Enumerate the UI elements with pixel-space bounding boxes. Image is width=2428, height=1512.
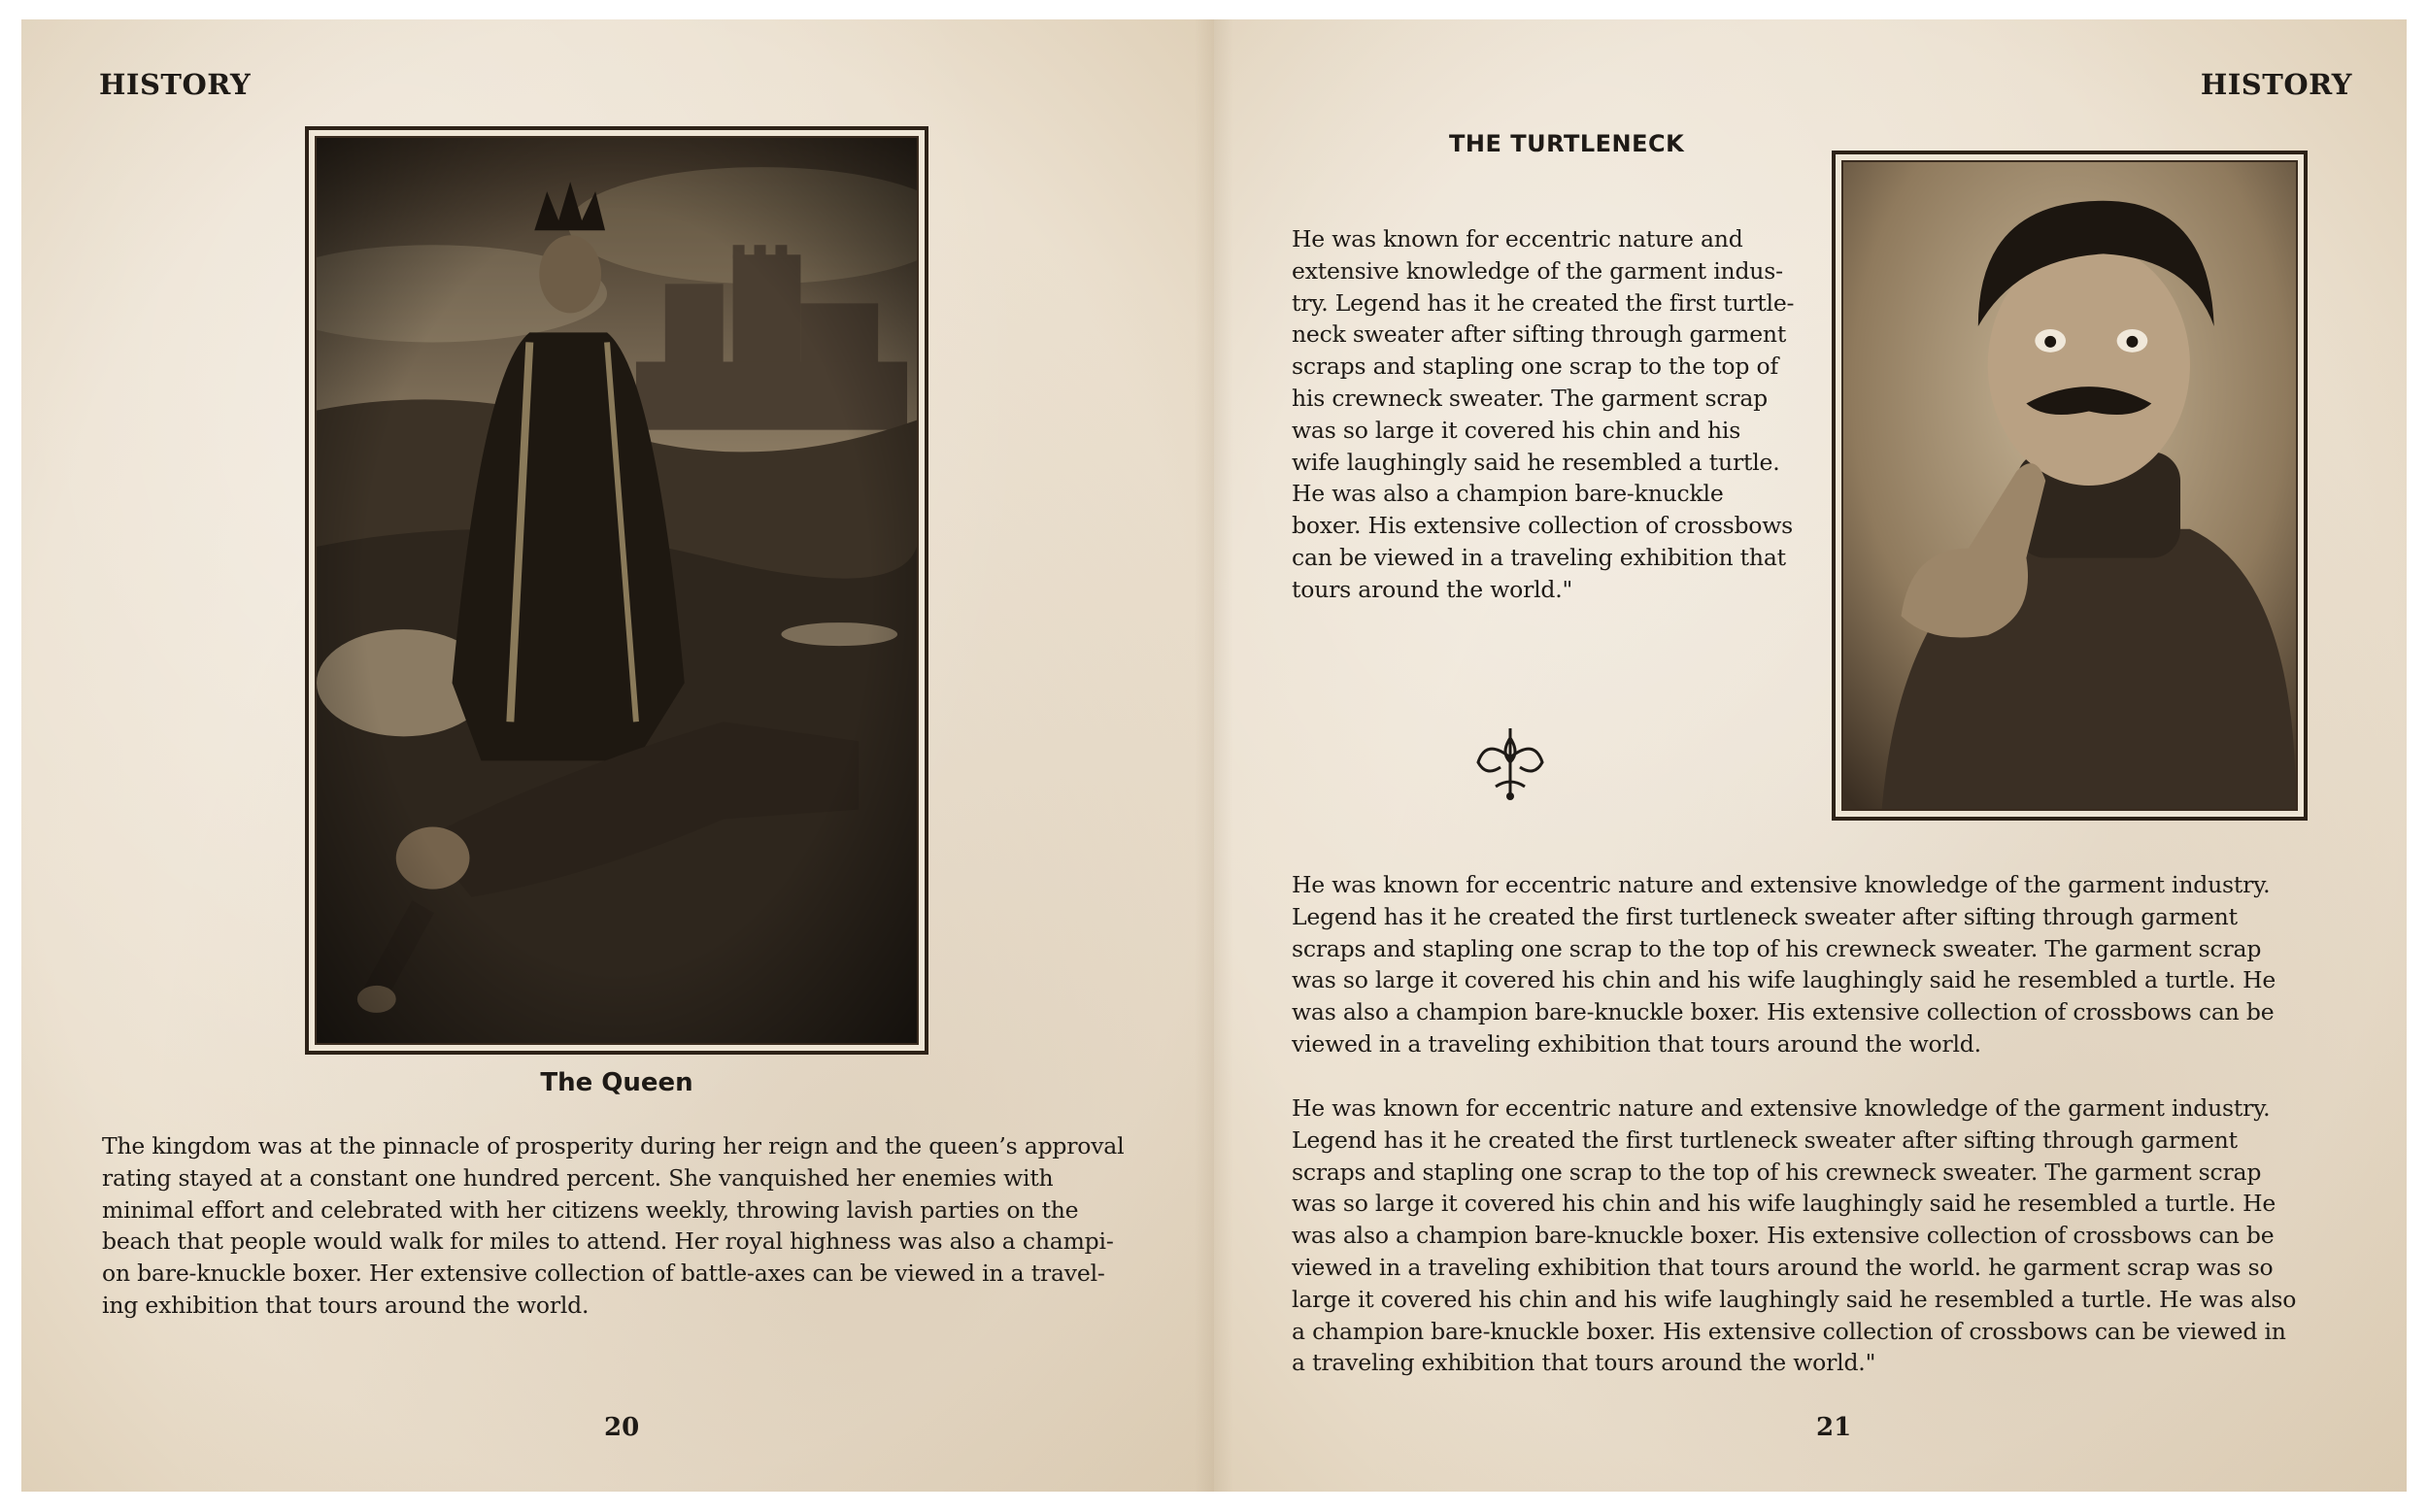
turtleneck-photo-frame	[1832, 151, 2308, 821]
running-head-right: HISTORY	[2200, 68, 2352, 101]
section-title: THE TURTLENECK	[1449, 130, 1685, 157]
page-number-right: 21	[1816, 1413, 1852, 1442]
book-gutter	[1195, 19, 1233, 1492]
fleur-ornament-icon	[1467, 719, 1554, 806]
running-head-left: HISTORY	[99, 68, 252, 101]
book-spread	[21, 19, 2407, 1492]
turtleneck-paragraph-2: He was known for eccentric nature and extensive knowledge of the garment industry. Legend has it he created the first turtleneck sweater after sifting through garment scraps and stapling one scrap to the top of his crewneck sweater. The garment scrap was so large it covered his chin and his wife laughingly said he resembled a turtle. He was also a champion bare-knuckle boxer. His extensive collection of crossbows can be viewed in a traveling exhibition that tours around the world. he garment scrap was so large it covered his chin and his wife laughingly said he resembled a turtle. He was also a champion bare-knuckle boxer. His extensive collection of crossbows can be viewed in a traveling exhibition that tours around the world."	[1292, 1094, 2297, 1377]
page-number-left: 20	[604, 1413, 640, 1442]
queen-photo	[317, 138, 917, 1043]
turtleneck-photo	[1843, 162, 2296, 809]
left-page	[21, 19, 1214, 1492]
photo-caption-queen: The Queen	[540, 1068, 693, 1097]
queen-body-text: The kingdom was at the pinnacle of prosperity during her reign and the queen’s approval rating stayed at a constant one hundred percent. She vanquished her enemies with minimal effort and celebrated with her citizens weekly, throwing lavish parties on the beach that people would walk for miles to attend. Her royal highness was also a champi- on bare-knuckle boxer. Her extensive collection of battle-axes can be viewed in a travel- ing exhibition that tours around the world.	[102, 1132, 1125, 1319]
right-page	[1214, 19, 2407, 1492]
turtleneck-paragraph-1: He was known for eccentric nature and extensive knowledge of the garment industry. Legend has it he created the first turtleneck sweater after sifting through garment scraps and stapling one scrap to the top of his crewneck sweater. The garment scrap was so large it covered his chin and his wife laughingly said he resembled a turtle. He was also a champion bare-knuckle boxer. His extensive collection of crossbows can be viewed in a traveling exhibition that tours around the world.	[1292, 871, 2276, 1058]
turtleneck-column-text: He was known for eccentric nature and extensive knowledge of the garment indus- try. Legend has it he created the first turtle- neck sweater after sifting through garment scraps and stapling one scrap to the top of his crewneck sweater. The garment scrap was so large it covered his chin and his wife laughingly said he resembled a turtle. He was also a champion bare-knuckle boxer. His extensive collection of crossbows can be viewed in a traveling exhibition that tours around the world."	[1292, 225, 1795, 603]
queen-photo-frame	[305, 126, 928, 1055]
